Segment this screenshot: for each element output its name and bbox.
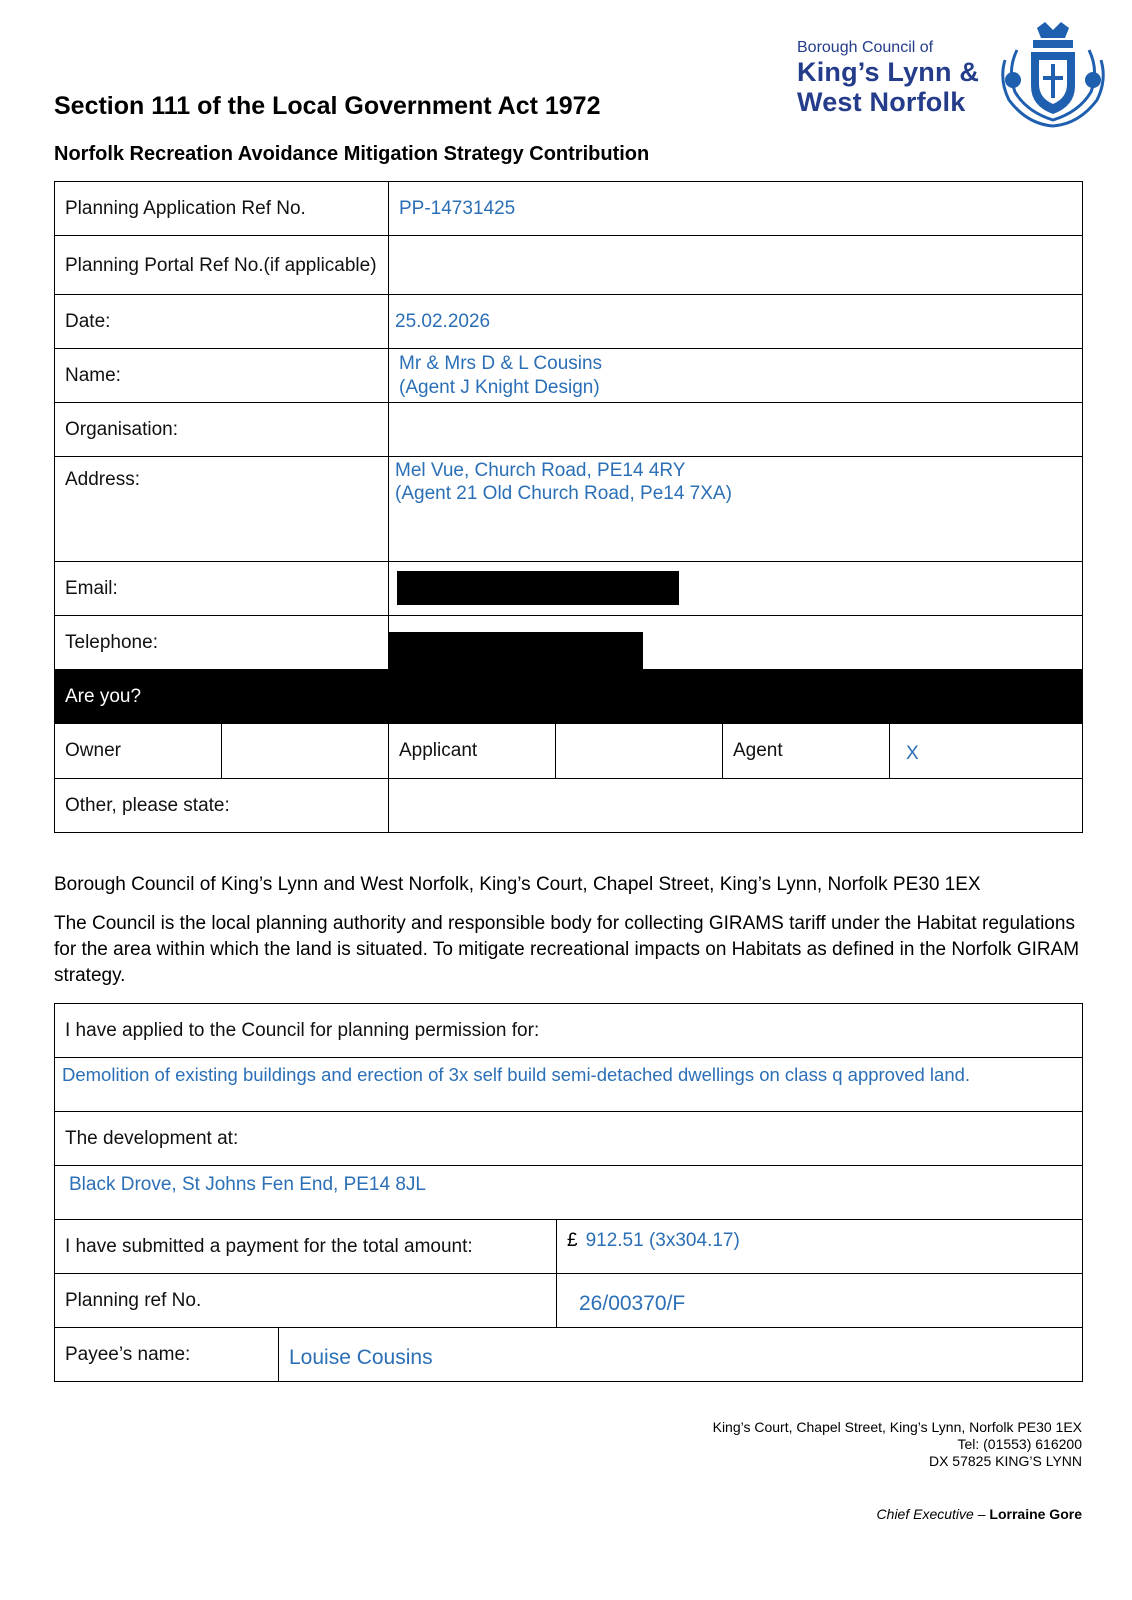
owner-pair bbox=[55, 724, 389, 779]
table-row bbox=[55, 1004, 1083, 1058]
document-title: Section 111 of the Local Government Act 1972 bbox=[54, 92, 601, 120]
owner-checkbox[interactable] bbox=[222, 724, 388, 778]
applicant-label: Applicant bbox=[389, 724, 556, 779]
other-label: Other, please state: bbox=[55, 779, 389, 833]
owner-label: Owner bbox=[55, 724, 222, 778]
table-row bbox=[55, 182, 1083, 236]
council-address-line: Borough Council of King’s Lynn and West Norfolk, King’s Court, Chapel Street, King’s Lynn, Norfolk PE30 1EX bbox=[54, 874, 981, 895]
email-label: Email: bbox=[55, 562, 389, 616]
chief-name: Lorraine Gore bbox=[989, 1506, 1082, 1522]
agent-checkbox[interactable]: X bbox=[890, 724, 1083, 779]
table-row bbox=[55, 616, 1083, 670]
portal-ref-value[interactable] bbox=[389, 236, 1083, 295]
address-label: Address: bbox=[55, 457, 389, 562]
currency-symbol: £ bbox=[567, 1230, 578, 1251]
borough-crest-icon bbox=[997, 20, 1109, 128]
payment-value: 912.51 (3x304.17) bbox=[585, 1230, 740, 1251]
address-value-line-1: Mel Vue, Church Road, PE14 4RY bbox=[395, 460, 686, 481]
chief-role: Chief Executive bbox=[876, 1506, 974, 1522]
applied-label: I have applied to the Council for planning permission for: bbox=[55, 1004, 1083, 1058]
footer-line-1: King’s Court, Chapel Street, King’s Lynn, Norfolk PE30 1EX bbox=[712, 1419, 1082, 1435]
table-row bbox=[55, 1058, 1083, 1112]
development-value[interactable]: Black Drove, St Johns Fen End, PE14 8JL bbox=[55, 1166, 1083, 1220]
address-value[interactable] bbox=[389, 457, 1083, 562]
table-row bbox=[55, 1274, 1083, 1328]
chief-separator: – bbox=[973, 1506, 990, 1522]
table-row bbox=[55, 562, 1083, 616]
planning-app-ref-value[interactable]: PP-14731425 bbox=[389, 182, 1083, 236]
table-row bbox=[55, 779, 1083, 833]
name-value-line-1: Mr & Mrs D & L Cousins bbox=[399, 352, 603, 374]
council-logo-text bbox=[797, 38, 979, 117]
name-value-line-2: (Agent J Knight Design) bbox=[399, 376, 600, 398]
applied-value[interactable]: Demolition of existing buildings and erection of 3x self build semi-detached dwellings on class q approved land. bbox=[55, 1058, 1083, 1112]
planning-ref-label: Planning ref No. bbox=[55, 1274, 557, 1328]
footer-address bbox=[713, 1419, 1082, 1470]
table-row bbox=[55, 295, 1083, 349]
name-label: Name: bbox=[55, 349, 389, 403]
council-paragraph: The Council is the local planning authority and responsible body for collecting GIRAMS tariff under the Habitat regulations for the area within which the land is situated. To mitigate recreational impacts on Habitats as defined in the Norfolk GIRAM strategy. bbox=[54, 913, 1080, 986]
table-row bbox=[55, 236, 1083, 295]
table-row bbox=[55, 1328, 1083, 1382]
organisation-value[interactable] bbox=[389, 403, 1083, 457]
table-row bbox=[55, 1220, 1083, 1274]
logo-line-3: West Norfolk bbox=[797, 87, 966, 117]
logo-line-2: King’s Lynn & bbox=[797, 57, 980, 87]
table-row bbox=[55, 724, 1083, 779]
development-label: The development at: bbox=[55, 1112, 1083, 1166]
agent-label: Agent bbox=[723, 724, 890, 779]
applicant-details-table bbox=[54, 181, 1083, 833]
table-row bbox=[55, 457, 1083, 562]
logo-line-1: Borough Council of bbox=[797, 39, 934, 56]
other-value[interactable] bbox=[389, 779, 1083, 833]
payment-label: I have submitted a payment for the total amount: bbox=[55, 1220, 557, 1274]
planning-app-ref-label: Planning Application Ref No. bbox=[55, 182, 389, 236]
table-row bbox=[55, 349, 1083, 403]
telephone-value[interactable] bbox=[389, 616, 1083, 670]
planning-ref-value[interactable]: 26/00370/F bbox=[557, 1274, 1083, 1328]
name-value[interactable] bbox=[389, 349, 1083, 403]
footer-line-3: DX 57825 KING’S LYNN bbox=[928, 1453, 1082, 1469]
applicant-checkbox[interactable] bbox=[556, 724, 723, 779]
document-subtitle: Norfolk Recreation Avoidance Mitigation Strategy Contribution bbox=[54, 143, 650, 165]
portal-ref-label: Planning Portal Ref No.(if applicable) bbox=[55, 236, 389, 295]
payee-label: Payee’s name: bbox=[55, 1328, 279, 1382]
date-label: Date: bbox=[55, 295, 389, 349]
payment-value-cell[interactable] bbox=[557, 1220, 1083, 1274]
email-redaction bbox=[397, 571, 679, 605]
telephone-label: Telephone: bbox=[55, 616, 389, 670]
table-row bbox=[55, 403, 1083, 457]
payee-value[interactable]: Louise Cousins bbox=[279, 1328, 1083, 1382]
table-row bbox=[55, 670, 1083, 724]
telephone-redaction bbox=[389, 632, 643, 672]
email-value[interactable] bbox=[389, 562, 1083, 616]
are-you-heading: Are you? bbox=[55, 670, 1083, 724]
date-value[interactable]: 25.02.2026 bbox=[389, 295, 1083, 349]
table-row bbox=[55, 1112, 1083, 1166]
address-value-line-2: (Agent 21 Old Church Road, Pe14 7XA) bbox=[395, 483, 732, 504]
organisation-label: Organisation: bbox=[55, 403, 389, 457]
footer-line-2: Tel: (01553) 616200 bbox=[957, 1436, 1082, 1452]
chief-executive-line bbox=[877, 1506, 1082, 1522]
permission-table bbox=[54, 1003, 1083, 1382]
table-row bbox=[55, 1166, 1083, 1220]
